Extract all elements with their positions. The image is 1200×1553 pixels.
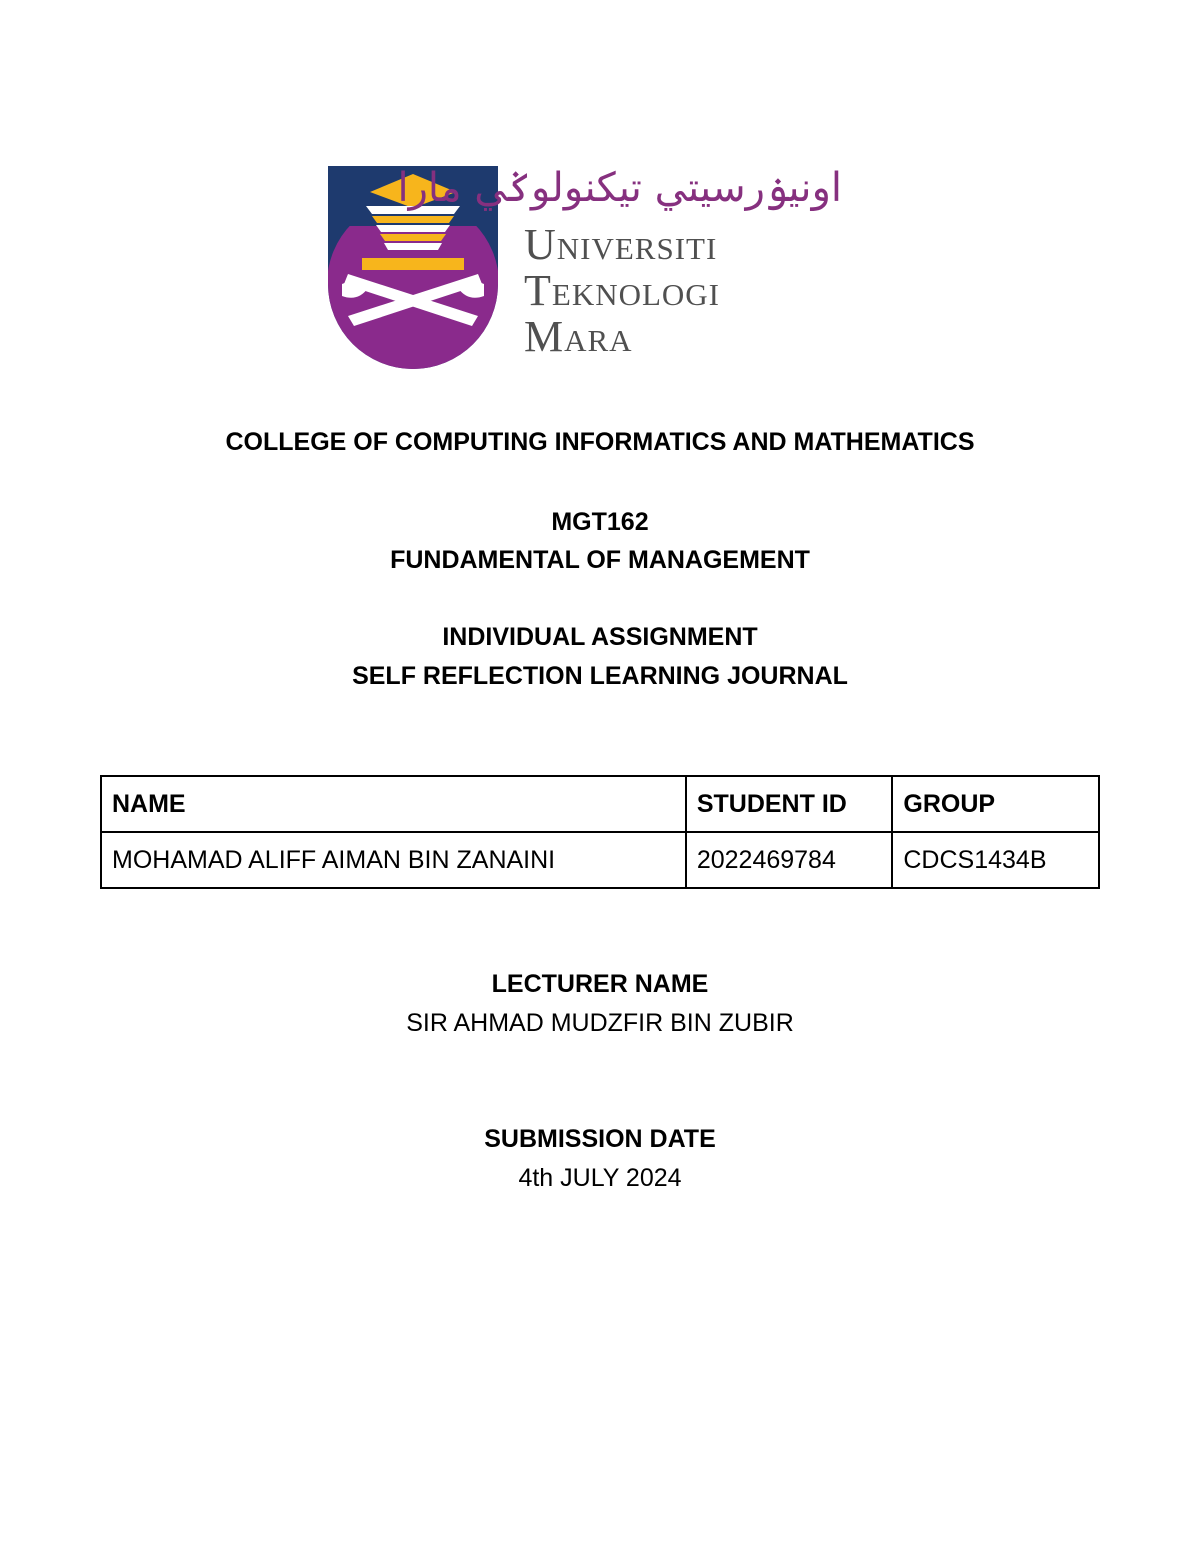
wordmark-line-2: Teknologi	[524, 266, 721, 315]
cell-name: MOHAMAD ALIFF AIMAN BIN ZANAINI	[101, 832, 686, 888]
university-wordmark	[524, 222, 844, 360]
header-student-id: STUDENT ID	[686, 776, 893, 832]
submission-label: SUBMISSION DATE	[484, 1125, 716, 1153]
student-info-table	[100, 775, 1100, 889]
table-header-row	[101, 776, 1099, 832]
header-name: NAME	[101, 776, 686, 832]
submission-date: 4th JULY 2024	[518, 1164, 682, 1192]
wordmark-line-1: Universiti	[524, 220, 718, 269]
college-name: COLLEGE OF COMPUTING INFORMATICS AND MATHEMATICS	[225, 428, 975, 456]
header-group: GROUP	[892, 776, 1099, 832]
cell-group: CDCS1434B	[892, 832, 1099, 888]
assignment-title: SELF REFLECTION LEARNING JOURNAL	[352, 662, 848, 690]
wordmark-line-3: Mara	[524, 312, 633, 361]
table-row	[101, 832, 1099, 888]
lecturer-name: SIR AHMAD MUDZFIR BIN ZUBIR	[406, 1009, 794, 1037]
course-name: FUNDAMENTAL OF MANAGEMENT	[390, 546, 810, 574]
jawi-university-name: اونيۏرسيتي تيكنولوݢي مارا	[397, 165, 842, 211]
lecturer-label: LECTURER NAME	[491, 970, 709, 998]
cell-student-id: 2022469784	[686, 832, 893, 888]
assignment-type: INDIVIDUAL ASSIGNMENT	[442, 623, 758, 651]
course-code: MGT162	[551, 508, 649, 536]
